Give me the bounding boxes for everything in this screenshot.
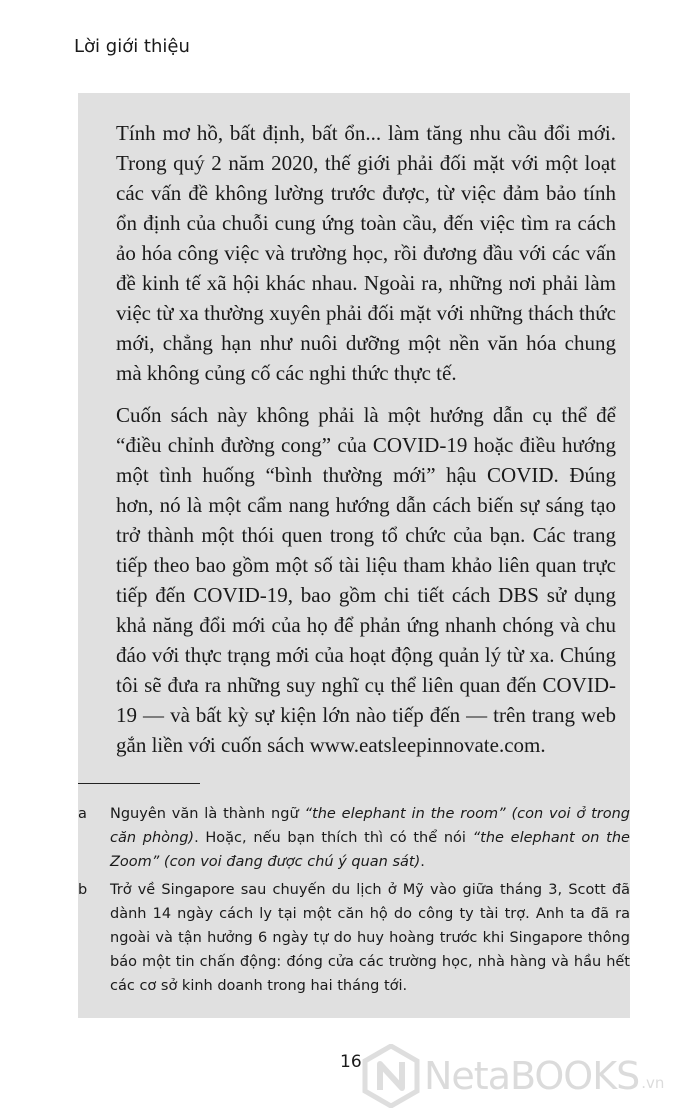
netabooks-logo-icon xyxy=(362,1044,420,1108)
footnote-marker: a xyxy=(78,806,87,822)
footnote-text-part: Nguyên văn là thành ngữ xyxy=(110,806,305,822)
paragraph-2: Cuốn sách này không phải là một hướng dẫn cụ thể để “điều chỉnh đường cong” của COVID-19 hoặc điều hướng một tình huống “bình thường mới” hậu COVID. Đúng hơn, nó là một cẩm nang hướng dẫn cách biến sự sáng tạo trở thành một thói quen trong tổ chức của bạn. Các trang tiếp theo bao gồm một số tài liệu tham khảo liên quan trực tiếp đến COVID-19, bao gồm chi tiết cách DBS sử dụng khả năng đổi mới của họ để phản ứng nhanh chóng và chu đáo với thực trạng mới của hoạt động quản lý từ xa. Chúng tôi sẽ đưa ra những suy nghĩ cụ thể liên quan đến COVID-19 — và bất kỳ sự kiện lớn nào tiếp đến — trên trang web gắn liền với cuốn sách www.eatsleepinnovate.com. xyxy=(116,403,616,757)
watermark-tld: .vn xyxy=(641,1074,665,1092)
watermark xyxy=(362,1044,664,1108)
footnote-quote: “the elephant on the Zoom” (con voi đang được chú ý quan sát) xyxy=(110,830,630,870)
footnote-quote: “the elephant in the room” (con voi ở trong căn phòng) xyxy=(110,806,630,846)
footnote-text-part: . Hoặc, nếu bạn thích thì có thể nói xyxy=(194,830,473,846)
running-header: Lời giới thiệu xyxy=(74,36,190,57)
page-number: 16 xyxy=(340,1052,362,1072)
footnote-text xyxy=(110,802,630,874)
footnote-text: Trở về Singapore sau chuyến du lịch ở Mỹ vào giữa tháng 3, Scott đã dành 14 ngày cách ly tại một căn hộ do công ty tài trợ. Anh ta đã ra ngoài và tận hưởng 6 ngày tự do huy hoàng trước khi Singapore thông báo một tin chấn động: đóng cửa các trường học, nhà hàng và hầu hết các cơ sở kinh doanh trong hai tháng tới. xyxy=(110,882,630,994)
main-text xyxy=(116,118,616,772)
footnote-text-part: . xyxy=(420,854,425,870)
paragraph-1: Tính mơ hồ, bất định, bất ổn... làm tăng nhu cầu đổi mới. Trong quý 2 năm 2020, thế giới phải đối mặt với một loạt các vấn đề không lường trước được, từ việc đảm bảo tính ổn định của chuỗi cung ứng toàn cầu, đến việc tìm ra cách ảo hóa công việc và trường học, rồi đương đầu với các vấn đề kinh tế xã hội khác nhau. Ngoài ra, những nơi phải làm việc từ xa thường xuyên phải đối mặt với những thách thức mới, chẳng hạn như nuôi dưỡng một nền văn hóa chung mà không củng cố các nghi thức thực tế. xyxy=(116,121,616,385)
footnote-separator xyxy=(78,783,200,784)
footnote-marker: b xyxy=(78,882,88,898)
watermark-brand: NetaBOOKS xyxy=(424,1054,640,1098)
